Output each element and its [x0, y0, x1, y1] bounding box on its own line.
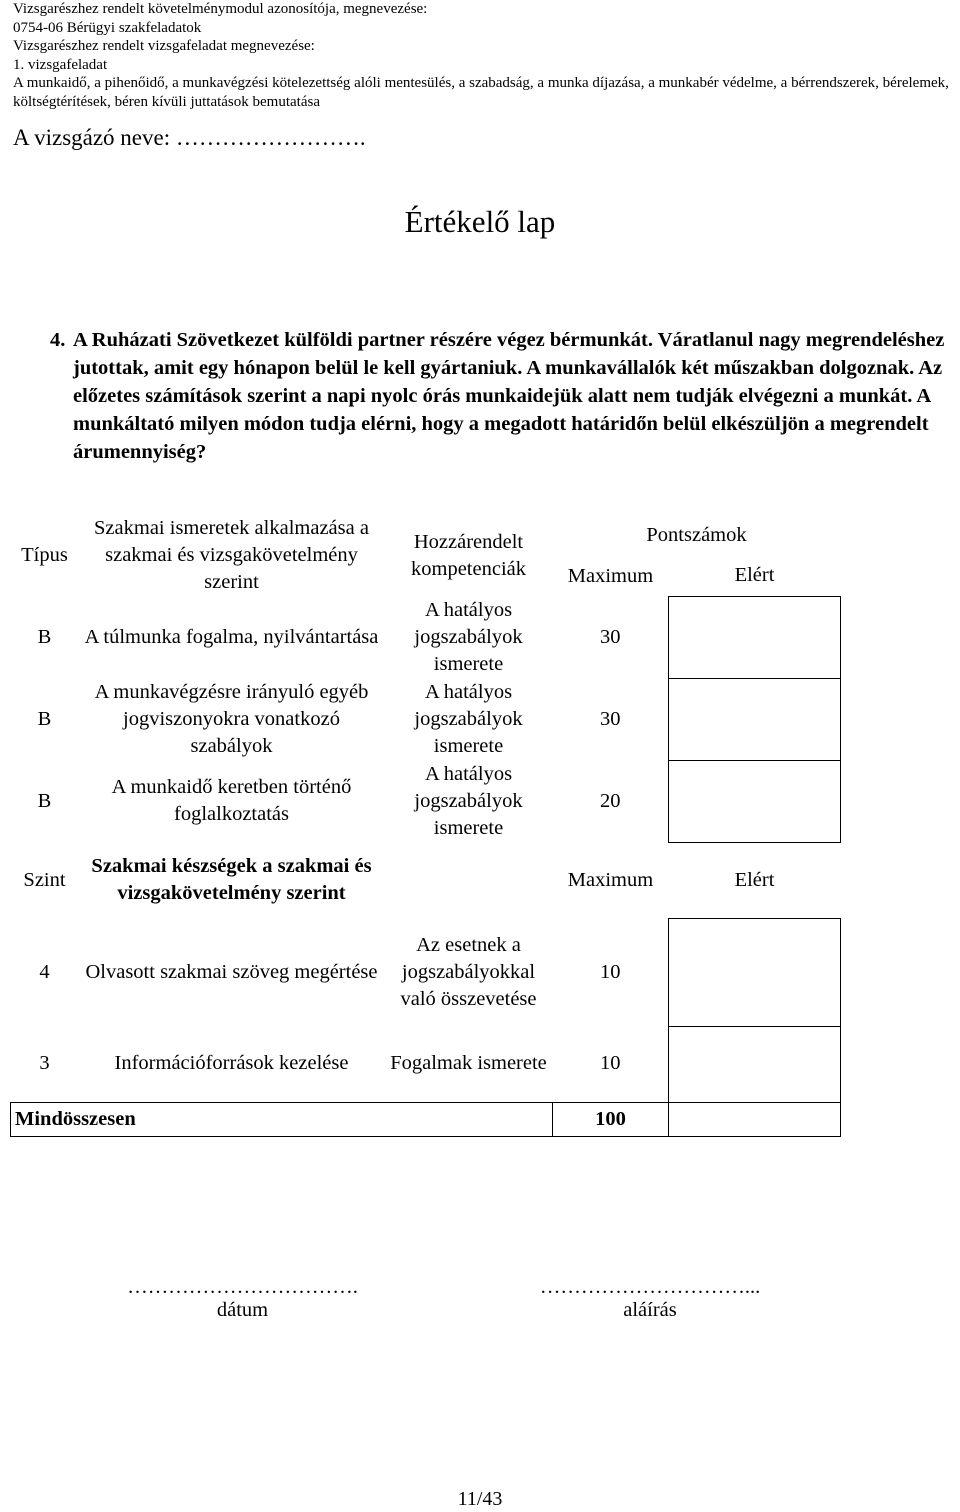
row-achieved-cell: [669, 678, 841, 760]
date-block: [100, 1276, 385, 1322]
row-max-points: 30: [600, 707, 621, 730]
signature-dots: …………………………...: [539, 1276, 761, 1298]
row-max-points: 20: [600, 789, 621, 812]
row-achieved-cell: [669, 1026, 841, 1102]
header-kompetenciak: Hozzárendelt kompetenciák: [411, 530, 526, 580]
total-value: 100: [553, 1102, 669, 1136]
row-topic: Olvasott szakmai szöveg megértése: [85, 960, 378, 983]
row-max-points: 30: [600, 625, 621, 648]
row-max-points: 10: [600, 960, 621, 983]
question-block: [50, 326, 955, 466]
page-number: 11/43: [457, 1488, 503, 1510]
row-topic: Információforrások kezelése: [114, 1052, 349, 1075]
row-competence: Fogalmak ismerete: [390, 1052, 547, 1075]
row-level: 3: [39, 1052, 50, 1075]
row-topic: A munkavégzésre irányuló egyéb jogviszonyokra vonatkozó szabályok: [94, 680, 369, 757]
row-achieved-cell: [669, 760, 841, 842]
table-row: [11, 596, 841, 678]
document-header: [13, 0, 953, 111]
header-module-name: 0754-06 Bérügyi szakfeladatok: [13, 19, 202, 36]
signature-block: [505, 1276, 795, 1322]
table-row: [11, 678, 841, 760]
row-achieved-cell: [669, 596, 841, 678]
row-type: B: [37, 789, 52, 812]
row-competence: A hatályos jogszabályok ismerete: [414, 598, 523, 675]
table-row: [11, 1026, 841, 1102]
header-task-description: A munkaidő, a pihenőidő, a munkavégzési kötelezettség alóli mentesülés, a szabadság, a munka díjazása, a munkabér védelme, a bérrendszerek, bérelemek, költségtérítések, béren kívüli juttatások bemutatása: [13, 75, 949, 110]
header-pontszamok: Pontszámok: [646, 524, 747, 547]
header-szakmai-ismeretek: Szakmai ismeretek alkalmazása a szakmai és vizsgakövetelmény szerint: [94, 517, 369, 593]
header-task-label: Vizsgarészhez rendelt vizsgafeladat megnevezése:: [13, 38, 315, 54]
header-tipus: Típus: [21, 544, 68, 566]
header-module-label: Vizsgarészhez rendelt követelménymodul azonosítója, megnevezése:: [13, 1, 428, 17]
date-label: dátum: [216, 1299, 269, 1321]
row-competence: A hatályos jogszabályok ismerete: [414, 680, 523, 757]
row-topic: A túlmunka fogalma, nyilvántartása: [84, 625, 379, 648]
header-empty: [385, 842, 553, 918]
row-competence: Az esetnek a jogszabályokkal való összevetése: [400, 933, 537, 1010]
question-text: A Ruházati Szövetkezet külföldi partner részére végez bérmunkát. Váratlanul nagy megrendeléshez jutottak, amit egy hónapon belül le kell gyártaniuk. A munkavállalók két műszakban dolgoznak. Az előzetes számítások szerint a napi nyolc órás munkaidejük alatt nem tudják elvégezni a munkát. A munkáltató milyen módon tudja elérni, hogy a megadott határidőn belül elkészüljön a megrendelt árumennyiség?: [73, 329, 945, 463]
page-title: Értékelő lap: [404, 204, 556, 239]
signature-label: aláírás: [623, 1299, 677, 1321]
row-competence: A hatályos jogszabályok ismerete: [414, 762, 523, 839]
total-achieved-cell: [669, 1102, 841, 1136]
total-row: [11, 1102, 841, 1136]
table-row: [11, 918, 841, 1026]
row-topic: A munkaidő keretben történő foglalkoztatás: [111, 776, 352, 825]
header-maximum-2: Maximum: [567, 868, 654, 891]
header-szakmai-keszsegek: Szakmai készségek a szakmai és vizsgakövetelmény szerint: [91, 855, 372, 904]
date-dots: …………………………….: [127, 1276, 358, 1298]
table-row: [11, 760, 841, 842]
row-type: B: [37, 625, 52, 648]
header-szint: Szint: [23, 868, 66, 891]
candidate-name-line: A vizsgázó neve: …………………….: [13, 125, 366, 150]
header-maximum: Maximum: [567, 564, 654, 587]
header-task-number: 1. vizsgafeladat: [13, 56, 108, 73]
total-label: Mindösszesen: [11, 1102, 553, 1136]
evaluation-table: [10, 515, 841, 1137]
question-number: 4.: [50, 329, 66, 351]
row-max-points: 10: [600, 1052, 621, 1075]
header-elert-2: Elért: [734, 868, 775, 891]
row-level: 4: [39, 960, 50, 983]
header-elert: Elért: [734, 564, 775, 587]
row-type: B: [37, 707, 52, 730]
row-achieved-cell: [669, 918, 841, 1026]
